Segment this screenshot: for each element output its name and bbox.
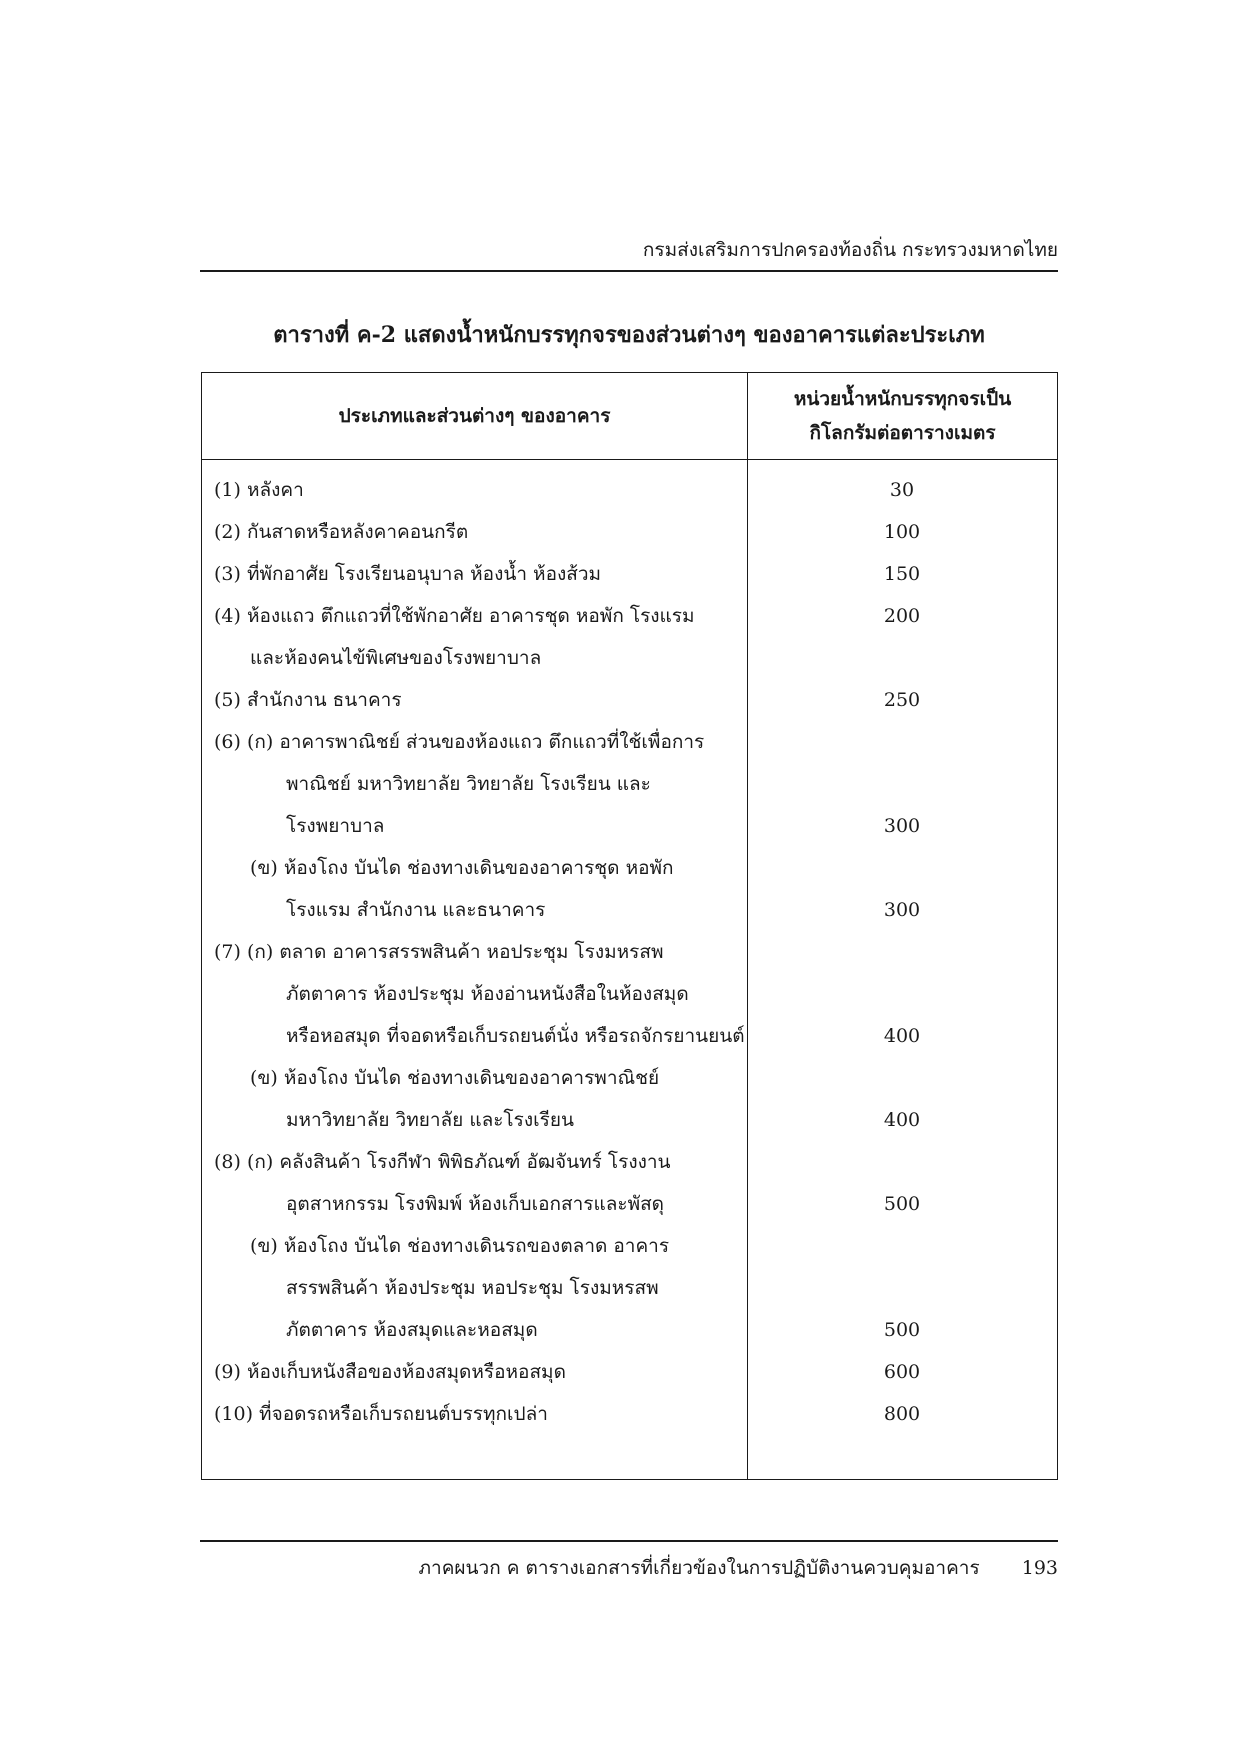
table-row — [202, 931, 1057, 973]
page-number: 193 — [1021, 1557, 1058, 1579]
table-title: ตารางที่ ค-2 แสดงน้ำหนักบรรทุกจรของส่วนต่างๆ ของอาคารแต่ละประเภท — [273, 322, 985, 348]
row-label: (ข) ห้องโถง บันได ช่องทางเดินของอาคารพาณิชย์ — [250, 1067, 660, 1089]
row-label: (ข) ห้องโถง บันได ช่องทางเดินของอาคารชุด หอพัก — [250, 857, 674, 879]
row-label: (3) ที่พักอาศัย โรงเรียนอนุบาล ห้องน้ำ ห้องส้วม — [214, 563, 602, 585]
row-label: ภัตตาคาร ห้องสมุดและหอสมุด — [286, 1319, 538, 1341]
table-row — [202, 721, 1057, 763]
row-label: พาณิชย์ มหาวิทยาลัย วิทยาลัย โรงเรียน และ — [286, 773, 651, 795]
row-label: ภัตตาคาร ห้องประชุม ห้องอ่านหนังสือในห้องสมุด — [286, 983, 689, 1005]
table-row — [202, 511, 1057, 553]
row-value: 200 — [883, 605, 921, 627]
table-row — [202, 1057, 1057, 1099]
table-row — [202, 1183, 1057, 1225]
table-row — [202, 679, 1057, 721]
row-value: 800 — [883, 1403, 921, 1425]
footer-text: ภาคผนวก ค ตารางเอกสารที่เกี่ยวข้องในการปฏิบัติงานควบคุมอาคาร — [418, 1557, 980, 1579]
table-row — [202, 763, 1057, 805]
row-label: (9) ห้องเก็บหนังสือของห้องสมุดหรือหอสมุด — [214, 1361, 566, 1383]
row-label: (4) ห้องแถว ตึกแถวที่ใช้พักอาศัย อาคารชุด หอพัก โรงแรม — [214, 605, 695, 627]
table-row — [202, 805, 1057, 847]
load-table — [201, 372, 1058, 1480]
table-row — [202, 595, 1057, 637]
table-row — [202, 847, 1057, 889]
table-row — [202, 637, 1057, 679]
row-value: 500 — [883, 1193, 921, 1215]
row-label: มหาวิทยาลัย วิทยาลัย และโรงเรียน — [286, 1109, 574, 1131]
column-header-unit — [748, 373, 1057, 459]
row-value: 400 — [883, 1025, 921, 1047]
row-value: 600 — [883, 1361, 921, 1383]
row-value: 300 — [883, 899, 921, 921]
table-row — [202, 1267, 1057, 1309]
footer-rule — [200, 1540, 1058, 1542]
row-value: 30 — [889, 479, 915, 501]
table-row — [202, 1225, 1057, 1267]
row-label: (1) หลังคา — [214, 479, 304, 501]
row-label: อุตสาหกรรม โรงพิมพ์ ห้องเก็บเอกสารและพัสดุ — [286, 1193, 665, 1215]
table-row — [202, 469, 1057, 511]
row-value: 500 — [883, 1319, 921, 1341]
row-label: (8) (ก) คลังสินค้า โรงกีฬา พิพิธภัณฑ์ อัฒจันทร์ โรงงาน — [214, 1151, 671, 1173]
page-footer — [200, 1556, 1058, 1580]
table-row — [202, 1099, 1057, 1141]
page-header: กรมส่งเสริมการปกครองท้องถิ่น กระทรวงมหาดไทย — [642, 239, 1058, 261]
table-row — [202, 553, 1057, 595]
row-label: (5) สำนักงาน ธนาคาร — [214, 689, 402, 711]
row-label: (2) กันสาดหรือหลังคาคอนกรีต — [214, 521, 469, 543]
column-header-unit-line2: กิโลกรัมต่อตารางเมตร — [809, 422, 996, 444]
table-row — [202, 973, 1057, 1015]
row-label: หรือหอสมุด ที่จอดหรือเก็บรถยนต์นั่ง หรือรถจักรยานยนต์ — [286, 1025, 745, 1047]
table-row — [202, 1309, 1057, 1351]
column-header-unit-line1: หน่วยน้ำหนักบรรทุกจรเป็น — [793, 388, 1012, 410]
row-value: 250 — [883, 689, 921, 711]
header-divider — [202, 459, 1057, 460]
row-label: สรรพสินค้า ห้องประชุม หอประชุม โรงมหรสพ — [286, 1277, 659, 1299]
row-value: 100 — [883, 521, 921, 543]
row-value: 400 — [883, 1109, 921, 1131]
table-row — [202, 889, 1057, 931]
table-row — [202, 1351, 1057, 1393]
row-label: โรงพยาบาล — [286, 815, 385, 837]
row-label: และห้องคนไข้พิเศษของโรงพยาบาล — [250, 647, 542, 669]
table-row — [202, 1141, 1057, 1183]
column-header-type: ประเภทและส่วนต่างๆ ของอาคาร — [338, 405, 611, 427]
row-label: (10) ที่จอดรถหรือเก็บรถยนต์บรรทุกเปล่า — [214, 1403, 548, 1425]
row-label: (ข) ห้องโถง บันได ช่องทางเดินรถของตลาด อาคาร — [250, 1235, 670, 1257]
row-label: (6) (ก) อาคารพาณิชย์ ส่วนของห้องแถว ตึกแถวที่ใช้เพื่อการ — [214, 731, 705, 753]
row-value: 300 — [883, 815, 921, 837]
header-rule — [200, 270, 1058, 272]
table-row — [202, 1393, 1057, 1435]
table-body — [202, 469, 1057, 1435]
row-value: 150 — [883, 563, 921, 585]
table-row — [202, 1015, 1057, 1057]
row-label: (7) (ก) ตลาด อาคารสรรพสินค้า หอประชุม โรงมหรสพ — [214, 941, 664, 963]
row-label: โรงแรม สำนักงาน และธนาคาร — [286, 899, 546, 921]
